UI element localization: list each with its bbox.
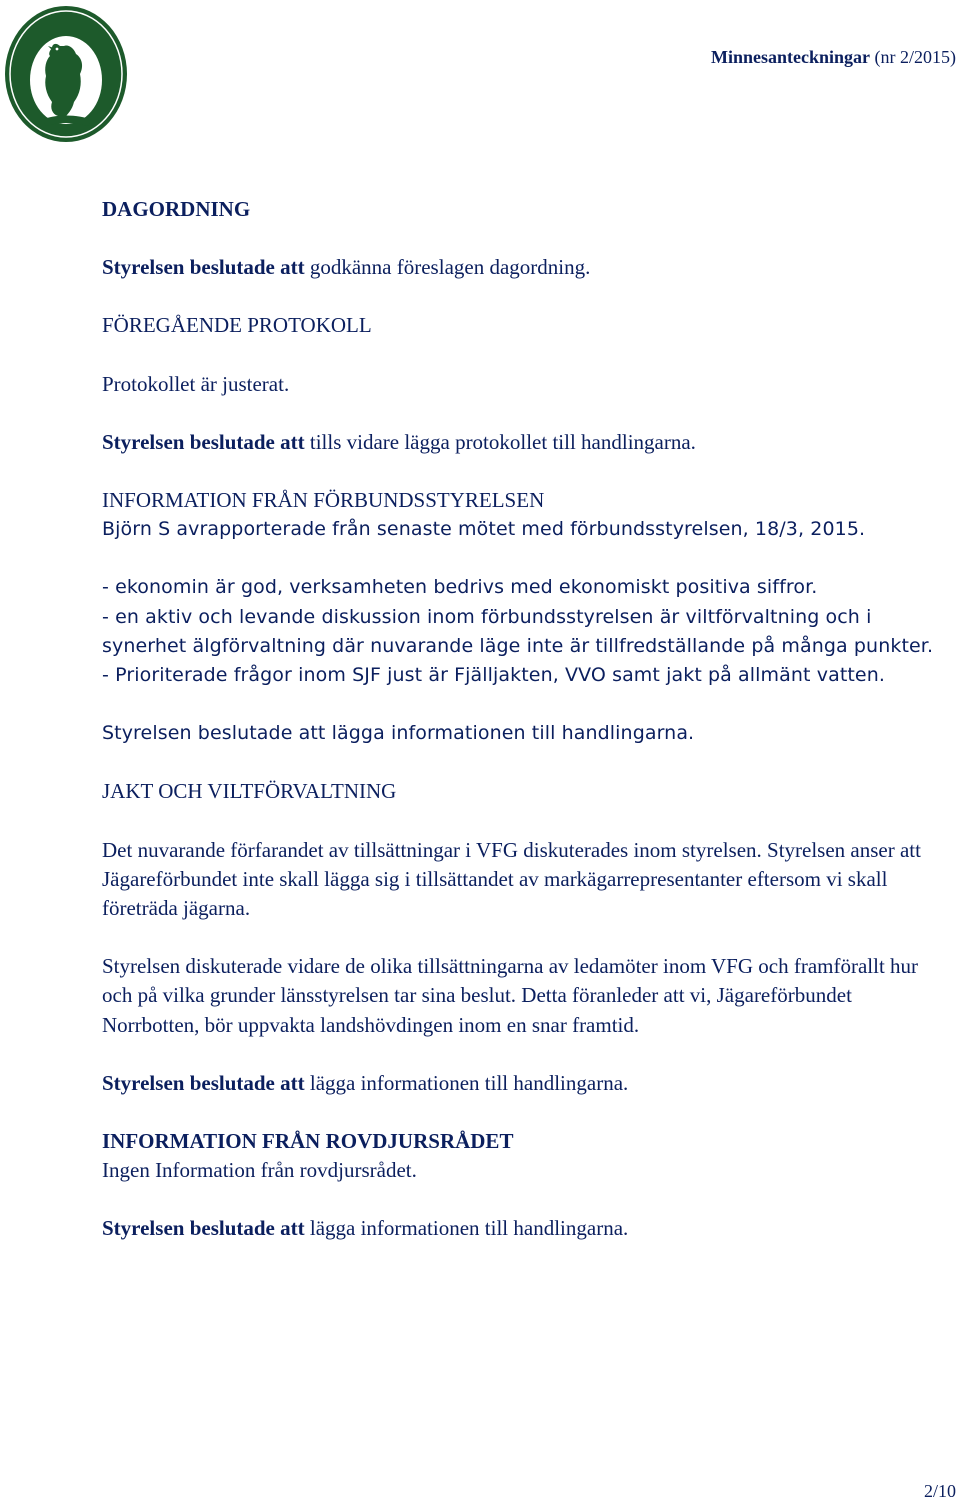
decision-dagordning: Styrelsen beslutade att godkänna föreslagen dagordning. bbox=[102, 255, 591, 280]
minutes-content bbox=[102, 195, 950, 1244]
decision-rovdjursradet: Styrelsen beslutade att lägga informationen till handlingarna. bbox=[102, 1216, 629, 1241]
jakt-paragraph-1: Det nuvarande förfarandet av tillsättningar i VFG diskuterades inom styrelsen. Styrelsen anser att Jägareförbundet inte skall lägga sig i tillsättandet av markägarrepresentanter eftersom vi skall företräda jägarna. bbox=[102, 837, 921, 921]
section-heading-jakt-och-viltforvaltning: JAKT OCH VILTFÖRVALTNING bbox=[102, 779, 397, 804]
section-heading-rovdjursradet: INFORMATION FRÅN ROVDJURSRÅDET bbox=[102, 1129, 514, 1154]
protokoll-status: Protokollet är justerat. bbox=[102, 371, 290, 396]
forbundsstyrelsen-intro: Björn S avrapporterade från senaste mötet med förbundsstyrelsen, 18/3, 2015. bbox=[102, 518, 866, 541]
forbundsstyrelsen-point-2: - en aktiv och levande diskussion inom förbundsstyrelsen är viltförvaltning och i synerhet älgförvaltning där nuvarande läge inte är tillfredställande på många punkter. bbox=[102, 605, 934, 657]
organization-logo bbox=[2, 2, 130, 146]
page-number: 2/10 bbox=[923, 1481, 956, 1501]
decision-forbundsstyrelsen: Styrelsen beslutade att lägga informationen till handlingarna. bbox=[102, 722, 695, 745]
forbundsstyrelsen-point-3: - Prioriterade frågor inom SJF just är Fjälljakten, VVO samt jakt på allmänt vatten. bbox=[102, 664, 886, 687]
rovdjursradet-text: Ingen Information från rovdjursrådet. bbox=[102, 1158, 417, 1183]
section-heading-forbundsstyrelsen: INFORMATION FRÅN FÖRBUNDSSTYRELSEN bbox=[102, 488, 545, 513]
forbundsstyrelsen-point-1: - ekonomin är god, verksamheten bedrivs med ekonomiskt positiva siffror. bbox=[102, 576, 818, 599]
jakt-paragraph-2: Styrelsen diskuterade vidare de olika tillsättningarna av ledamöter inom VFG och framförallt hur och på vilka grunder länsstyrelsen tar sina beslut. Detta föranleder att vi, Jägareförbundet Norrbotten, bör uppvakta landshövdingen inom en snar framtid. bbox=[102, 954, 919, 1037]
section-heading-dagordning: DAGORDNING bbox=[102, 197, 251, 221]
document-title: Minnesanteckningar (nr 2/2015) bbox=[711, 47, 956, 67]
eagle-emblem-icon bbox=[2, 2, 130, 146]
decision-jakt: Styrelsen beslutade att lägga informationen till handlingarna. bbox=[102, 1070, 629, 1095]
section-heading-foregaende-protokoll: FÖREGÅENDE PROTOKOLL bbox=[102, 313, 372, 338]
decision-foregaende-protokoll: Styrelsen beslutade att tills vidare lägga protokollet till handlingarna. bbox=[102, 429, 696, 454]
